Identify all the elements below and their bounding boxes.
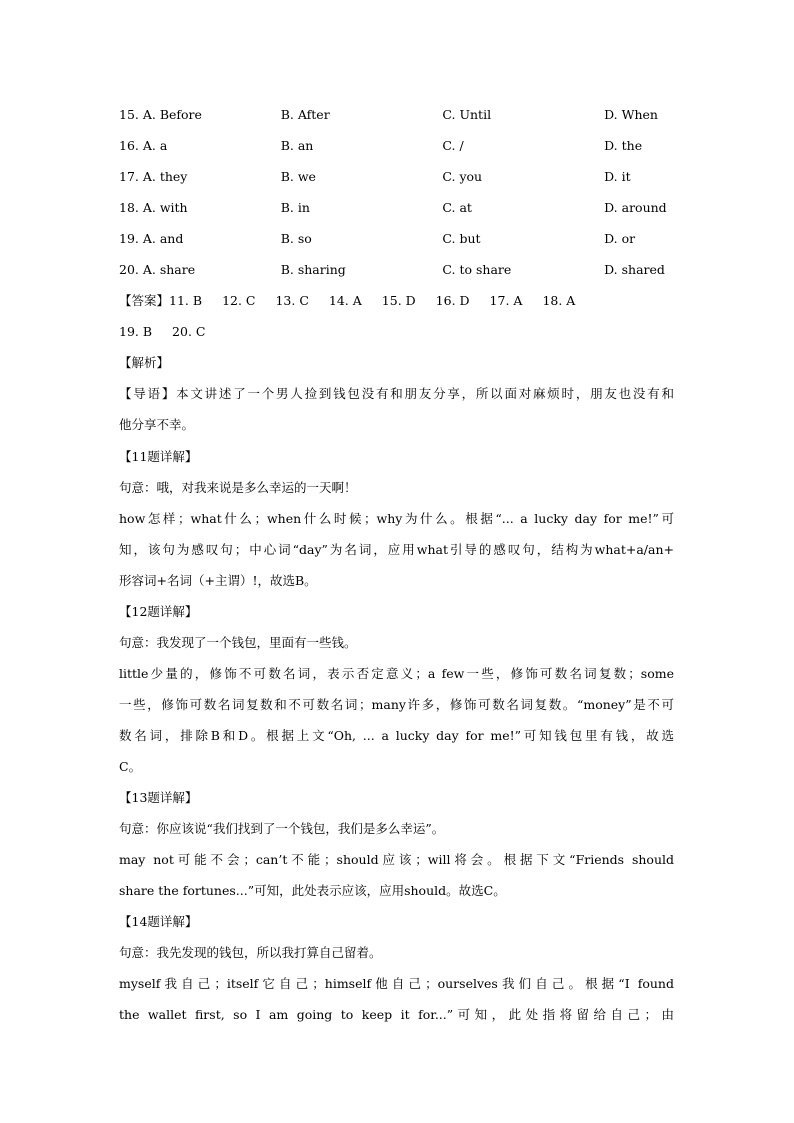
option-b: B. After <box>280 107 330 122</box>
answer-line-2 <box>119 316 674 347</box>
text-line: 句意：你应该说“我们找到了一个钱包，我们是多么幸运”。 <box>119 821 445 837</box>
answer: 18. A <box>542 293 576 309</box>
answer-line-1 <box>119 285 674 316</box>
text-line: 他分享不幸。 <box>119 417 195 433</box>
option-a: 20. A. share <box>119 262 196 278</box>
option-b: B. an <box>280 138 314 154</box>
text-line: myself我自己；itself它自己；himself他自己；ourselves我们自己。根据“I found <box>119 976 674 992</box>
option-c: C. Until <box>442 107 492 122</box>
option-row <box>119 223 674 254</box>
option-d: D. or <box>604 231 636 247</box>
answer: 14. A <box>328 293 362 309</box>
option-a: 19. A. and <box>119 231 184 247</box>
answer: 20. C <box>172 324 206 340</box>
option-d: D. When <box>604 107 658 122</box>
answer: 16. D <box>435 293 470 309</box>
options-list <box>119 99 674 285</box>
option-c: C. to share <box>442 262 512 278</box>
text-line: 数名词，排除B和D。根据上文“Oh, ... a lucky day for me!”可知钱包里有钱，故选 <box>119 727 674 743</box>
text-line: 【解析】 <box>119 355 170 371</box>
document-page <box>119 99 674 1030</box>
option-c: C. at <box>442 200 472 216</box>
text-line: 句意：我先发现的钱包，所以我打算自己留着。 <box>119 945 382 961</box>
option-d: D. shared <box>604 262 665 278</box>
text-line: 句意：哦，对我来说是多么幸运的一天啊！ <box>119 479 357 495</box>
option-d: D. the <box>604 138 643 154</box>
text-line: 一些，修饰可数名词复数和不可数名词；many许多，修饰可数名词复数。“money”是不可 <box>119 696 674 712</box>
answer: 12. C <box>222 293 256 309</box>
option-row <box>119 130 674 161</box>
text-line: 形容词+名词（+主谓）!，故选B。 <box>119 572 317 588</box>
option-b: B. in <box>280 200 310 216</box>
option-a: 16. A. a <box>119 138 168 154</box>
text-line: may not可能不会；can’t不能；should应该；will将会。根据下文“Friends should <box>119 852 674 868</box>
text-line: C。 <box>119 758 142 774</box>
option-row <box>119 99 674 130</box>
option-row <box>119 254 674 285</box>
text-line: 句意：我发现了一个钱包，里面有一些钱。 <box>119 634 357 650</box>
text-line: 知，该句为感叹句；中心词“day”为名词，应用what引导的感叹句，结构为what+a/an+ <box>119 541 674 557</box>
text-line: 【导语】本文讲述了一个男人捡到钱包没有和朋友分享，所以面对麻烦时，朋友也没有和 <box>119 386 674 402</box>
option-a: 18. A. with <box>119 200 188 216</box>
text-line: the wallet first, so I am going to keep it for...”可知，此处指将留给自己；由 <box>119 1007 674 1023</box>
text-line: 【11题详解】 <box>119 448 198 464</box>
option-row <box>119 161 674 192</box>
text-line: share the fortunes...”可知，此处表示应该，应用should。故选C。 <box>119 883 506 899</box>
text-line: 【12题详解】 <box>119 603 198 619</box>
answer: 17. A <box>489 293 523 309</box>
option-c: C. but <box>442 231 481 247</box>
option-d: D. it <box>604 169 631 185</box>
option-d: D. around <box>604 200 667 216</box>
option-a: 15. A. Before <box>119 107 202 122</box>
option-b: B. we <box>280 169 316 185</box>
answer: 13. C <box>275 293 309 309</box>
explanation <box>119 347 674 1030</box>
answer: 15. D <box>381 293 416 309</box>
answer: 19. B <box>119 324 153 340</box>
option-c: C. / <box>442 138 464 154</box>
text-line: 【14题详解】 <box>119 914 198 930</box>
text-line: 【13题详解】 <box>119 790 198 806</box>
option-a: 17. A. they <box>119 169 188 185</box>
option-c: C. you <box>442 169 483 185</box>
option-row <box>119 192 674 223</box>
answer-label: 【答案】 <box>119 293 170 309</box>
option-b: B. sharing <box>280 262 346 278</box>
option-b: B. so <box>280 231 312 247</box>
text-line: little少量的，修饰不可数名词，表示否定意义；a few一些，修饰可数名词复数；some <box>119 665 674 681</box>
answer: 11. B <box>169 293 203 309</box>
text-line: how怎样；what什么；when什么时候；why为什么。根据“... a lucky day for me!”可 <box>119 510 674 526</box>
